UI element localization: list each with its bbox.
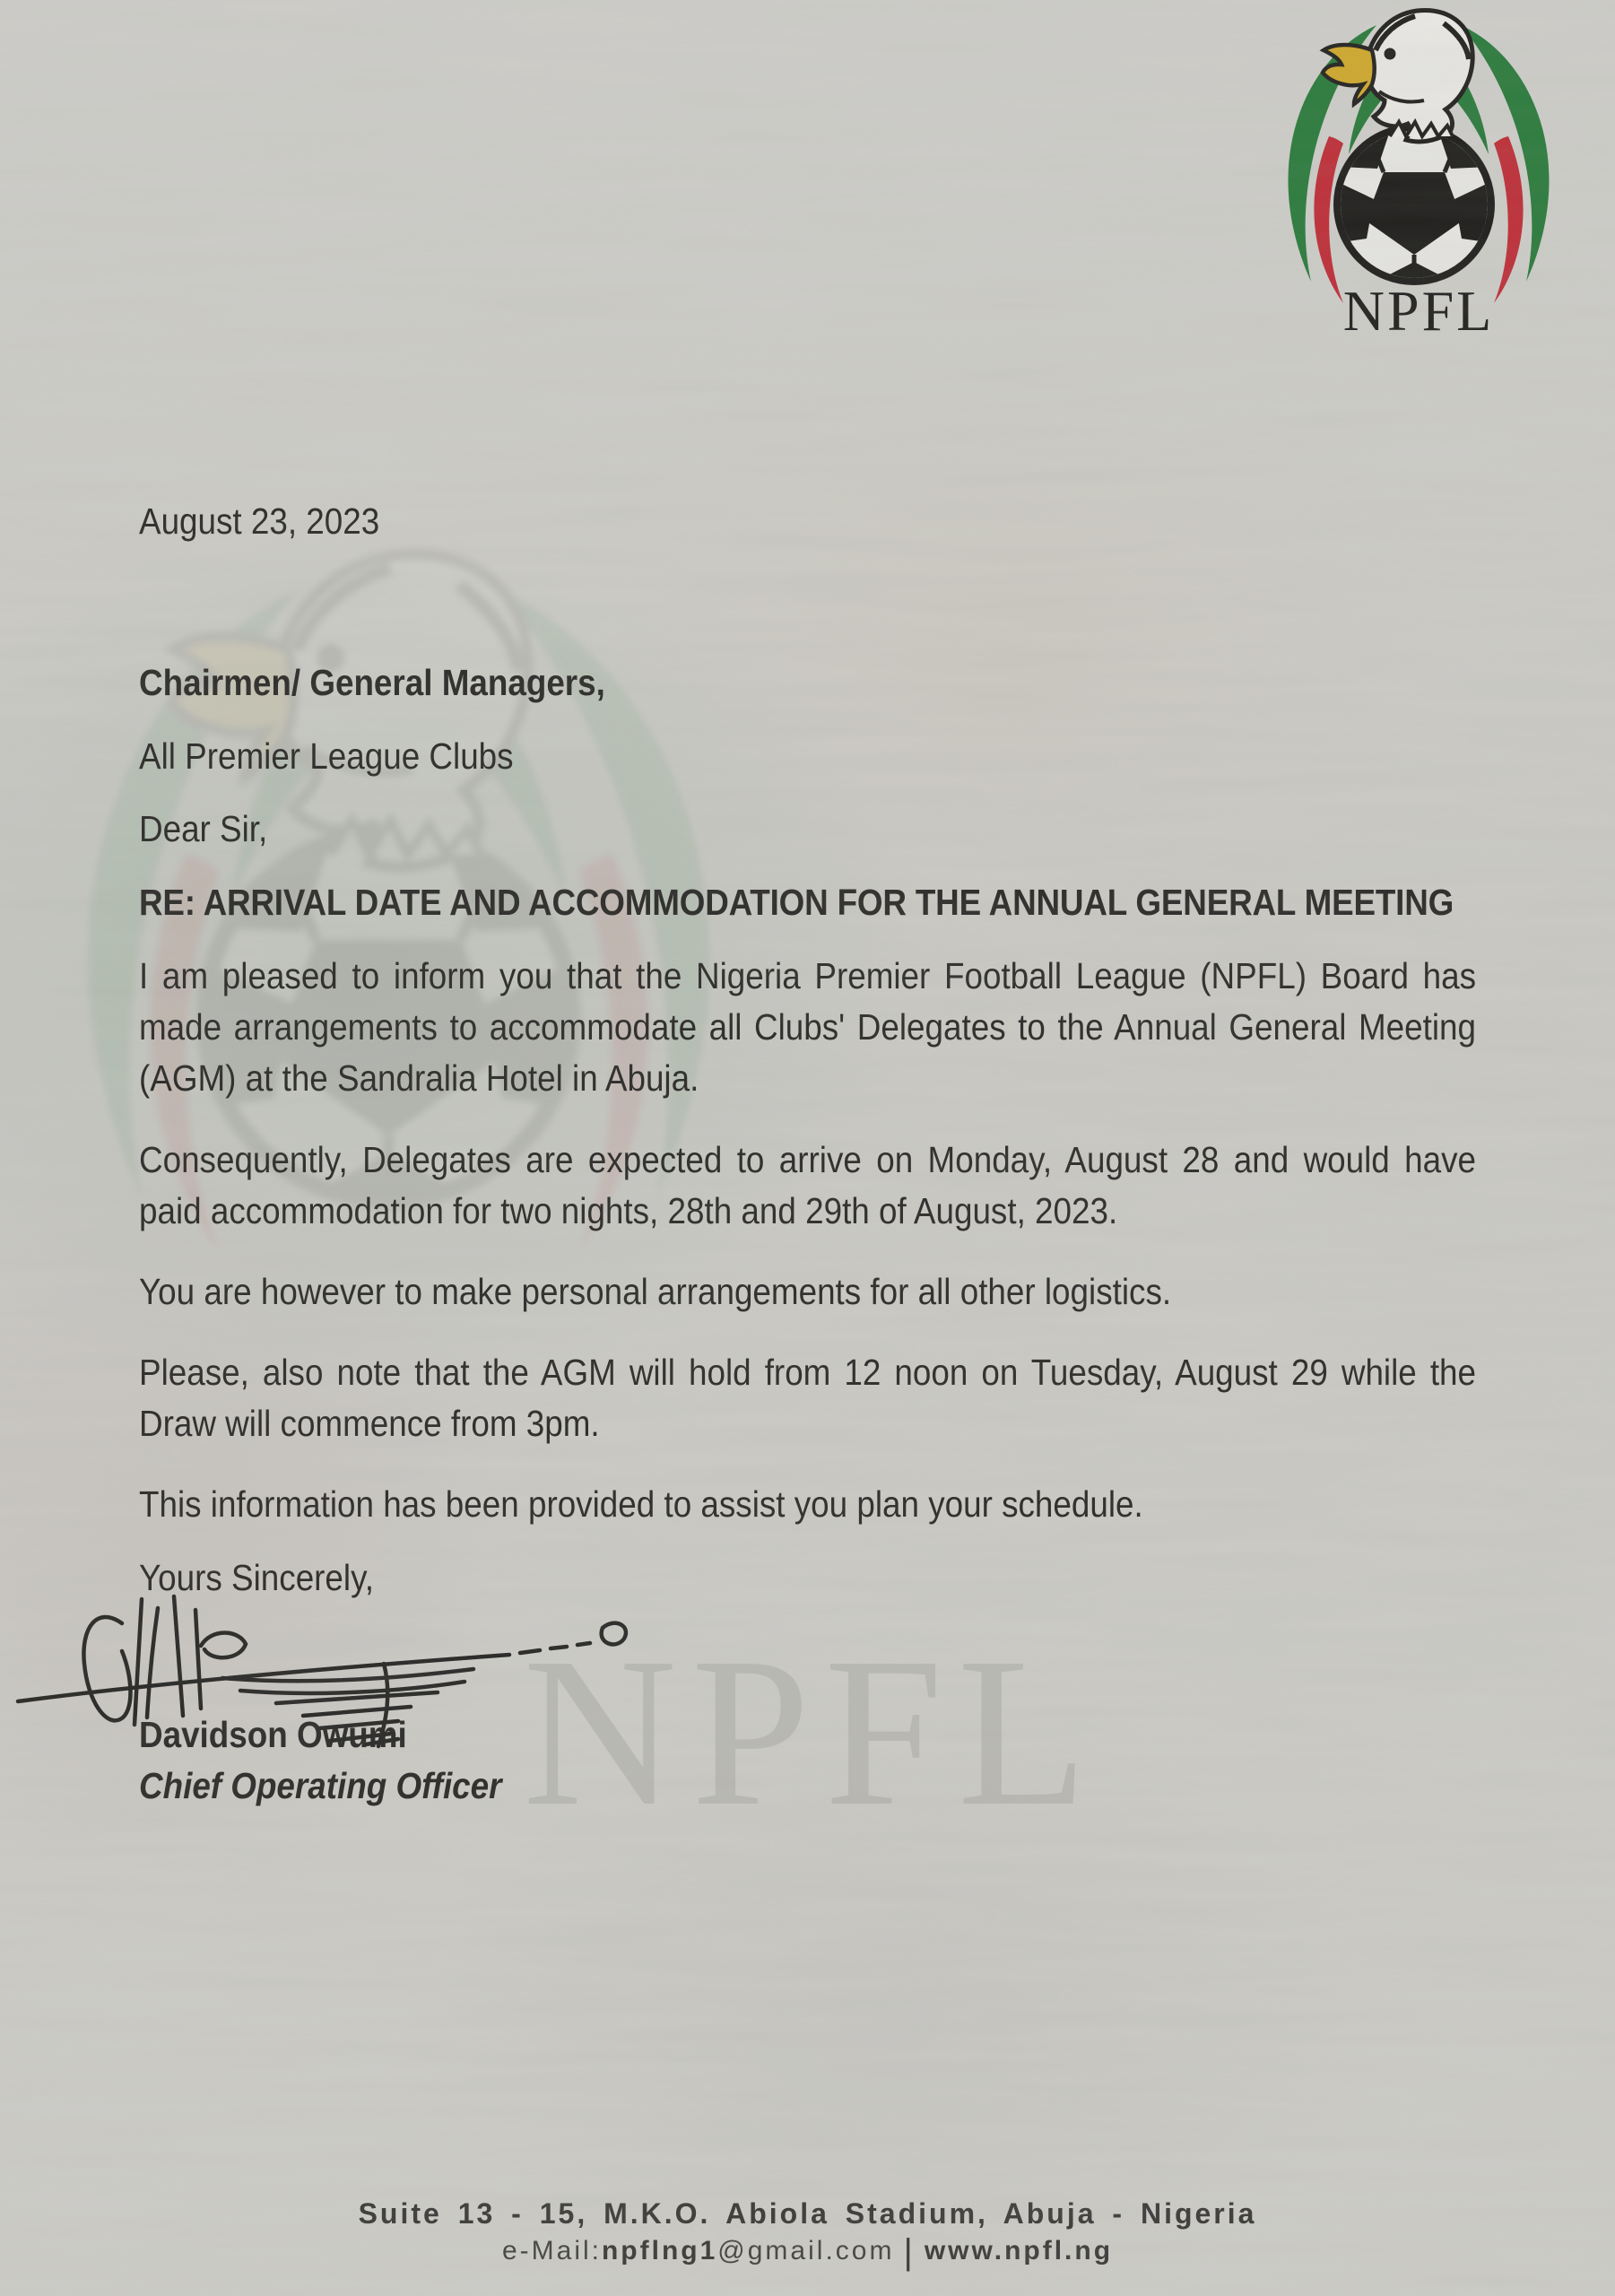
letterhead-footer <box>0 2196 1615 2272</box>
footer-contact-line <box>0 2232 1615 2272</box>
email-label: e-Mail: <box>501 2236 602 2266</box>
salutation: Dear Sir, <box>139 808 268 849</box>
letter-paragraph-5: This information has been provided to assist you plan your schedule. <box>139 1483 1143 1525</box>
footer-separator-bar: | <box>903 2232 916 2272</box>
npfl-text-watermark: NPFL <box>523 1614 1102 1850</box>
email-user: npflng1 <box>601 2236 718 2266</box>
letter-paragraph-2: Consequently, Delegates are expected to arrive on Monday, August 28 and would have paid accommodation for two nights, 28th and 29th of August, 2023. <box>139 1139 1477 1231</box>
email-domain: @gmail.com <box>717 2236 895 2266</box>
website-url: www.npfl.ng <box>924 2236 1114 2266</box>
letter-paragraph-1: I am pleased to inform you that the Nigeria Premier Football League (NPFL) Board has made arrangements to accommodate all Clubs' Delegates to the Annual General Meeting (AGM) at the Sandralia Hotel in Abuja. <box>139 955 1477 1099</box>
signer-title: Chief Operating Officer <box>139 1765 502 1806</box>
closing-line: Yours Sincerely, <box>139 1557 375 1598</box>
footer-address: Suite 13 - 15, M.K.O. Abiola Stadium, Abuja - Nigeria <box>358 2197 1257 2230</box>
letter-body <box>139 0 1476 2296</box>
signature-scribble <box>7 1592 635 1758</box>
recipient-line-2: All Premier League Clubs <box>139 735 514 777</box>
recipient-line-1: Chairmen/ General Managers, <box>139 662 605 703</box>
subject-line: RE: ARRIVAL DATE AND ACCOMMODATION FOR THE ANNUAL GENERAL MEETING <box>139 882 1454 923</box>
letter-paragraph-3: You are however to make personal arrangements for all other logistics. <box>139 1271 1172 1312</box>
letter-date: August 23, 2023 <box>139 500 380 542</box>
letter-paragraph-4: Please, also note that the AGM will hold from 12 noon on Tuesday, August 29 while the Draw will commence from 3pm. <box>139 1352 1477 1444</box>
signer-name: Davidson Owumi <box>139 1714 407 1755</box>
logo-wordmark: NPFL <box>1342 279 1495 343</box>
